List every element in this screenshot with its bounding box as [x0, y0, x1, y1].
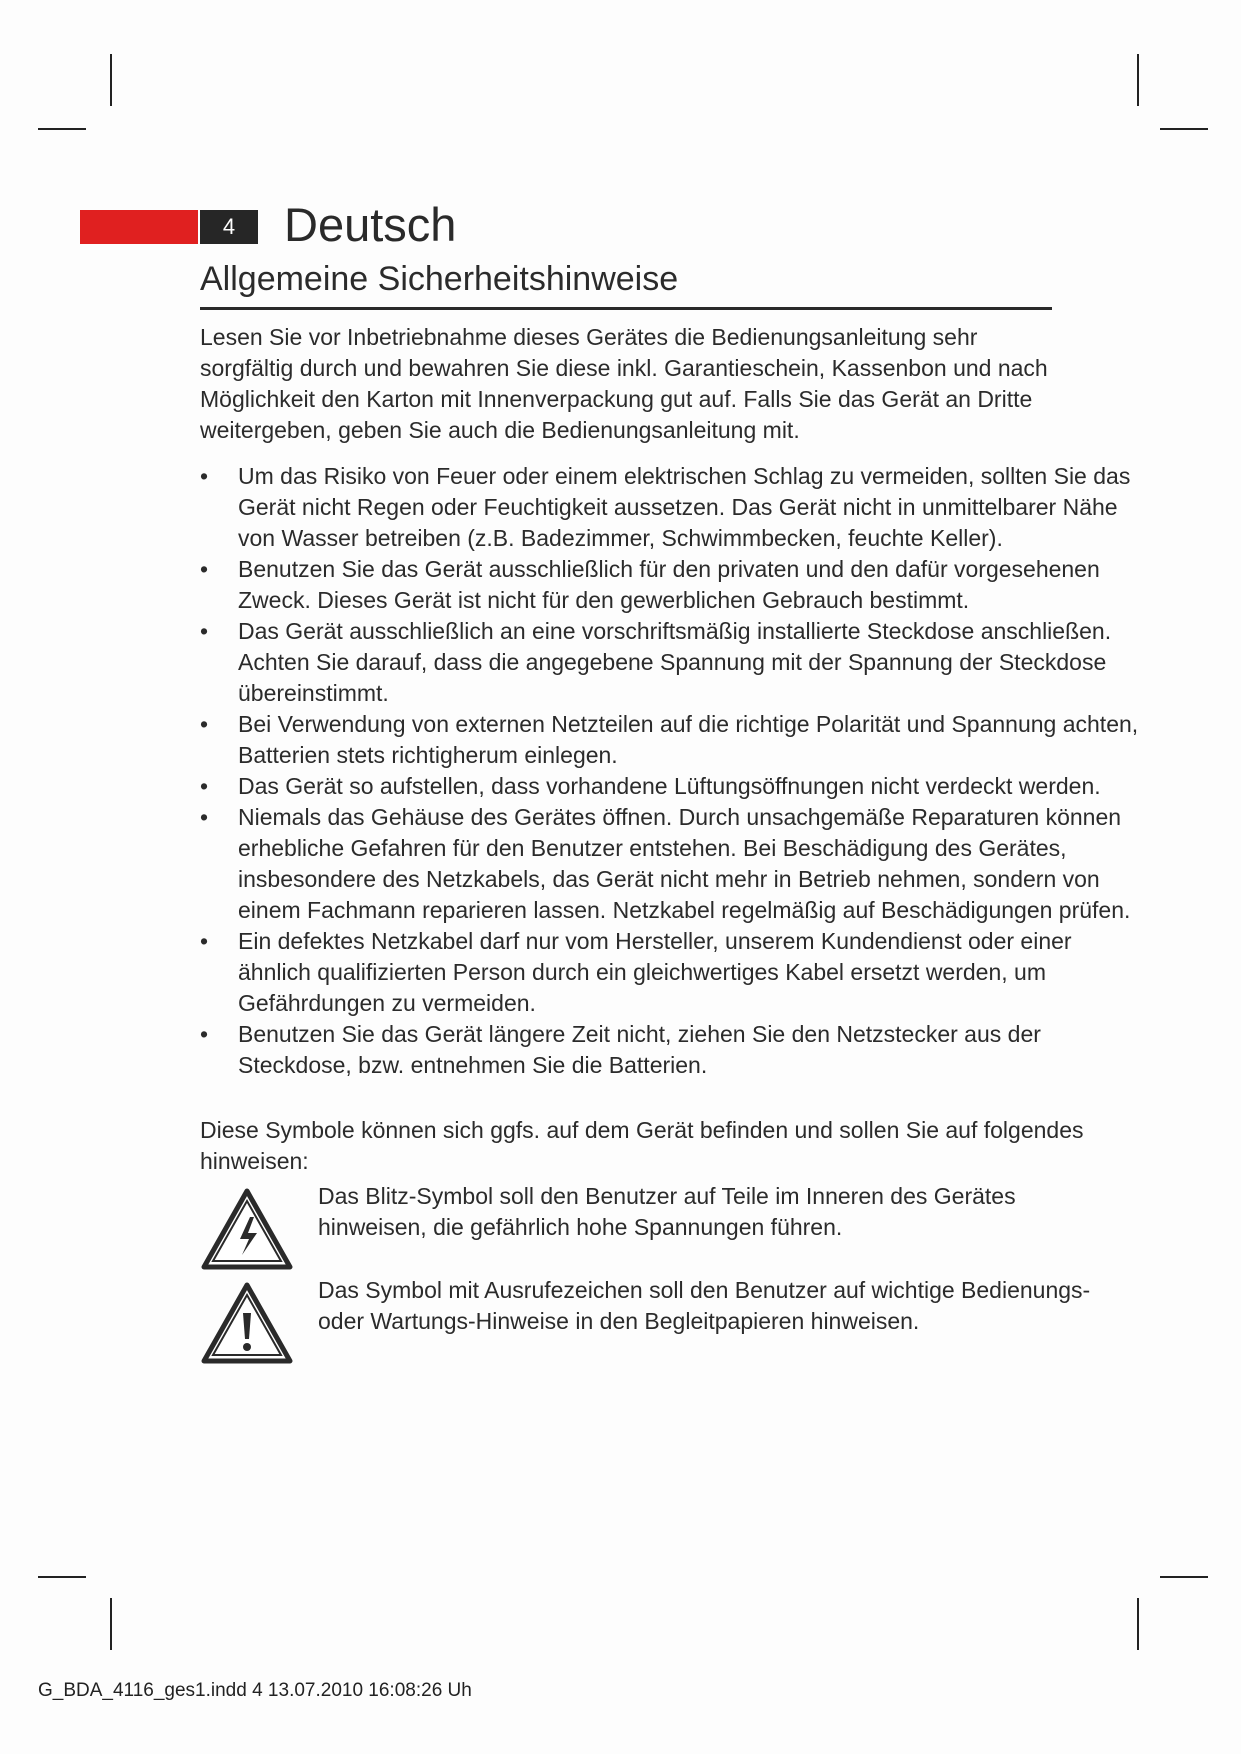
list-item: • Niemals das Gehäuse des Gerätes öffnen. Durch unsachgemäße Reparaturen können erhebliche Gefahren für den Benutzer entstehen. Bei Beschädigung des Gerätes, insbesondere des Netzkabels, das Gerät nicht mehr in Betrieb nehmen, sondern von einem Fachmann reparieren lassen. Netzkabel regelmäßig auf Beschädigungen prüfen. [200, 804, 1131, 923]
language-title: Deutsch [284, 198, 457, 251]
bullet-icon: • [200, 928, 209, 954]
list-item: • Um das Risiko von Feuer oder einem elektrischen Schlag zu vermeiden, sollten Sie das Gerät nicht Regen oder Feuchtigkeit aussetzen. Das Gerät nicht in unmittelbarer Nähe von Wasser betreiben (z.B. Badezimmer, Schwimmbecken, feuchte Keller). [200, 463, 1131, 551]
bullet-icon: • [200, 773, 209, 799]
safety-list [200, 461, 1150, 1081]
symbols-intro: Diese Symbole können sich ggfs. auf dem Gerät befinden und sollen Sie auf folgendes hinweisen: [200, 1117, 1084, 1174]
symbol-row [200, 1181, 1150, 1271]
lightning-warning-icon [200, 1187, 294, 1271]
crop-mark [110, 54, 112, 106]
crop-mark [1160, 1576, 1208, 1578]
list-item: • Benutzen Sie das Gerät ausschließlich für den privaten und den dafür vorgesehenen Zweck. Dieses Gerät ist nicht für den gewerblichen Gebrauch bestimmt. [200, 556, 1100, 613]
bullet-icon: • [200, 1021, 209, 1047]
list-item: • Bei Verwendung von externen Netzteilen auf die richtige Polarität und Spannung achten, Batterien stets richtigherum einlegen. [200, 711, 1139, 768]
crop-mark [38, 1576, 86, 1578]
page-number: 4 [200, 210, 258, 244]
list-item: • Das Gerät ausschließlich an eine vorschriftsmäßig installierte Steckdose anschließen. Achten Sie darauf, dass die angegebene Spannung mit der Spannung der Steckdose übereinstimmt. [200, 618, 1112, 706]
crop-mark [38, 128, 86, 130]
exclamation-warning-icon [200, 1281, 294, 1365]
symbol-description: Das Blitz-Symbol soll den Benutzer auf Teile im Inneren des Gerätes hinweisen, die gefährlich hohe Spannungen führen. [318, 1183, 1016, 1240]
bullet-icon: • [200, 711, 209, 737]
list-item: • Ein defektes Netzkabel darf nur vom Hersteller, unserem Kundendienst oder einer ähnlich qualifizierten Person durch ein gleichwertiges Kabel ersetzt werden, um Gefährdungen zu vermeiden. [200, 928, 1072, 1016]
crop-mark [1137, 54, 1139, 106]
intro-paragraph: Lesen Sie vor Inbetriebnahme dieses Gerätes die Bedienungsanleitung sehr sorgfältig durch und bewahren Sie diese inkl. Garantieschein, Kassenbon und nach Möglichkeit den Karton mit Innenverpackung gut auf. Falls Sie das Gerät an Dritte weitergeben, geben Sie auch die Bedienungsanleitung mit. [200, 324, 1048, 443]
crop-mark [1160, 128, 1208, 130]
print-footer: G_BDA_4116_ges1.indd 4 13.07.2010 16:08:26 Uh [38, 1680, 472, 1701]
bullet-icon: • [200, 804, 209, 830]
list-item: • Das Gerät so aufstellen, dass vorhandene Lüftungsöffnungen nicht verdeckt werden. [200, 771, 1150, 802]
symbol-description: Das Symbol mit Ausrufezeichen soll den Benutzer auf wichtige Bedienungs- oder Wartungs-Hinweise in den Begleitpapieren hinweisen. [318, 1277, 1091, 1334]
bullet-icon: • [200, 618, 209, 644]
bullet-icon: • [200, 556, 209, 582]
section-title: Allgemeine Sicherheitshinweise [200, 257, 1052, 310]
list-item: • Benutzen Sie das Gerät längere Zeit nicht, ziehen Sie den Netzstecker aus der Steckdose, bzw. entnehmen Sie die Batterien. [200, 1021, 1041, 1078]
crop-mark [110, 1598, 112, 1650]
bullet-icon: • [200, 463, 209, 489]
accent-bar [80, 210, 198, 244]
crop-mark [1137, 1598, 1139, 1650]
symbol-row [200, 1275, 1150, 1365]
page-content [200, 322, 1150, 1365]
